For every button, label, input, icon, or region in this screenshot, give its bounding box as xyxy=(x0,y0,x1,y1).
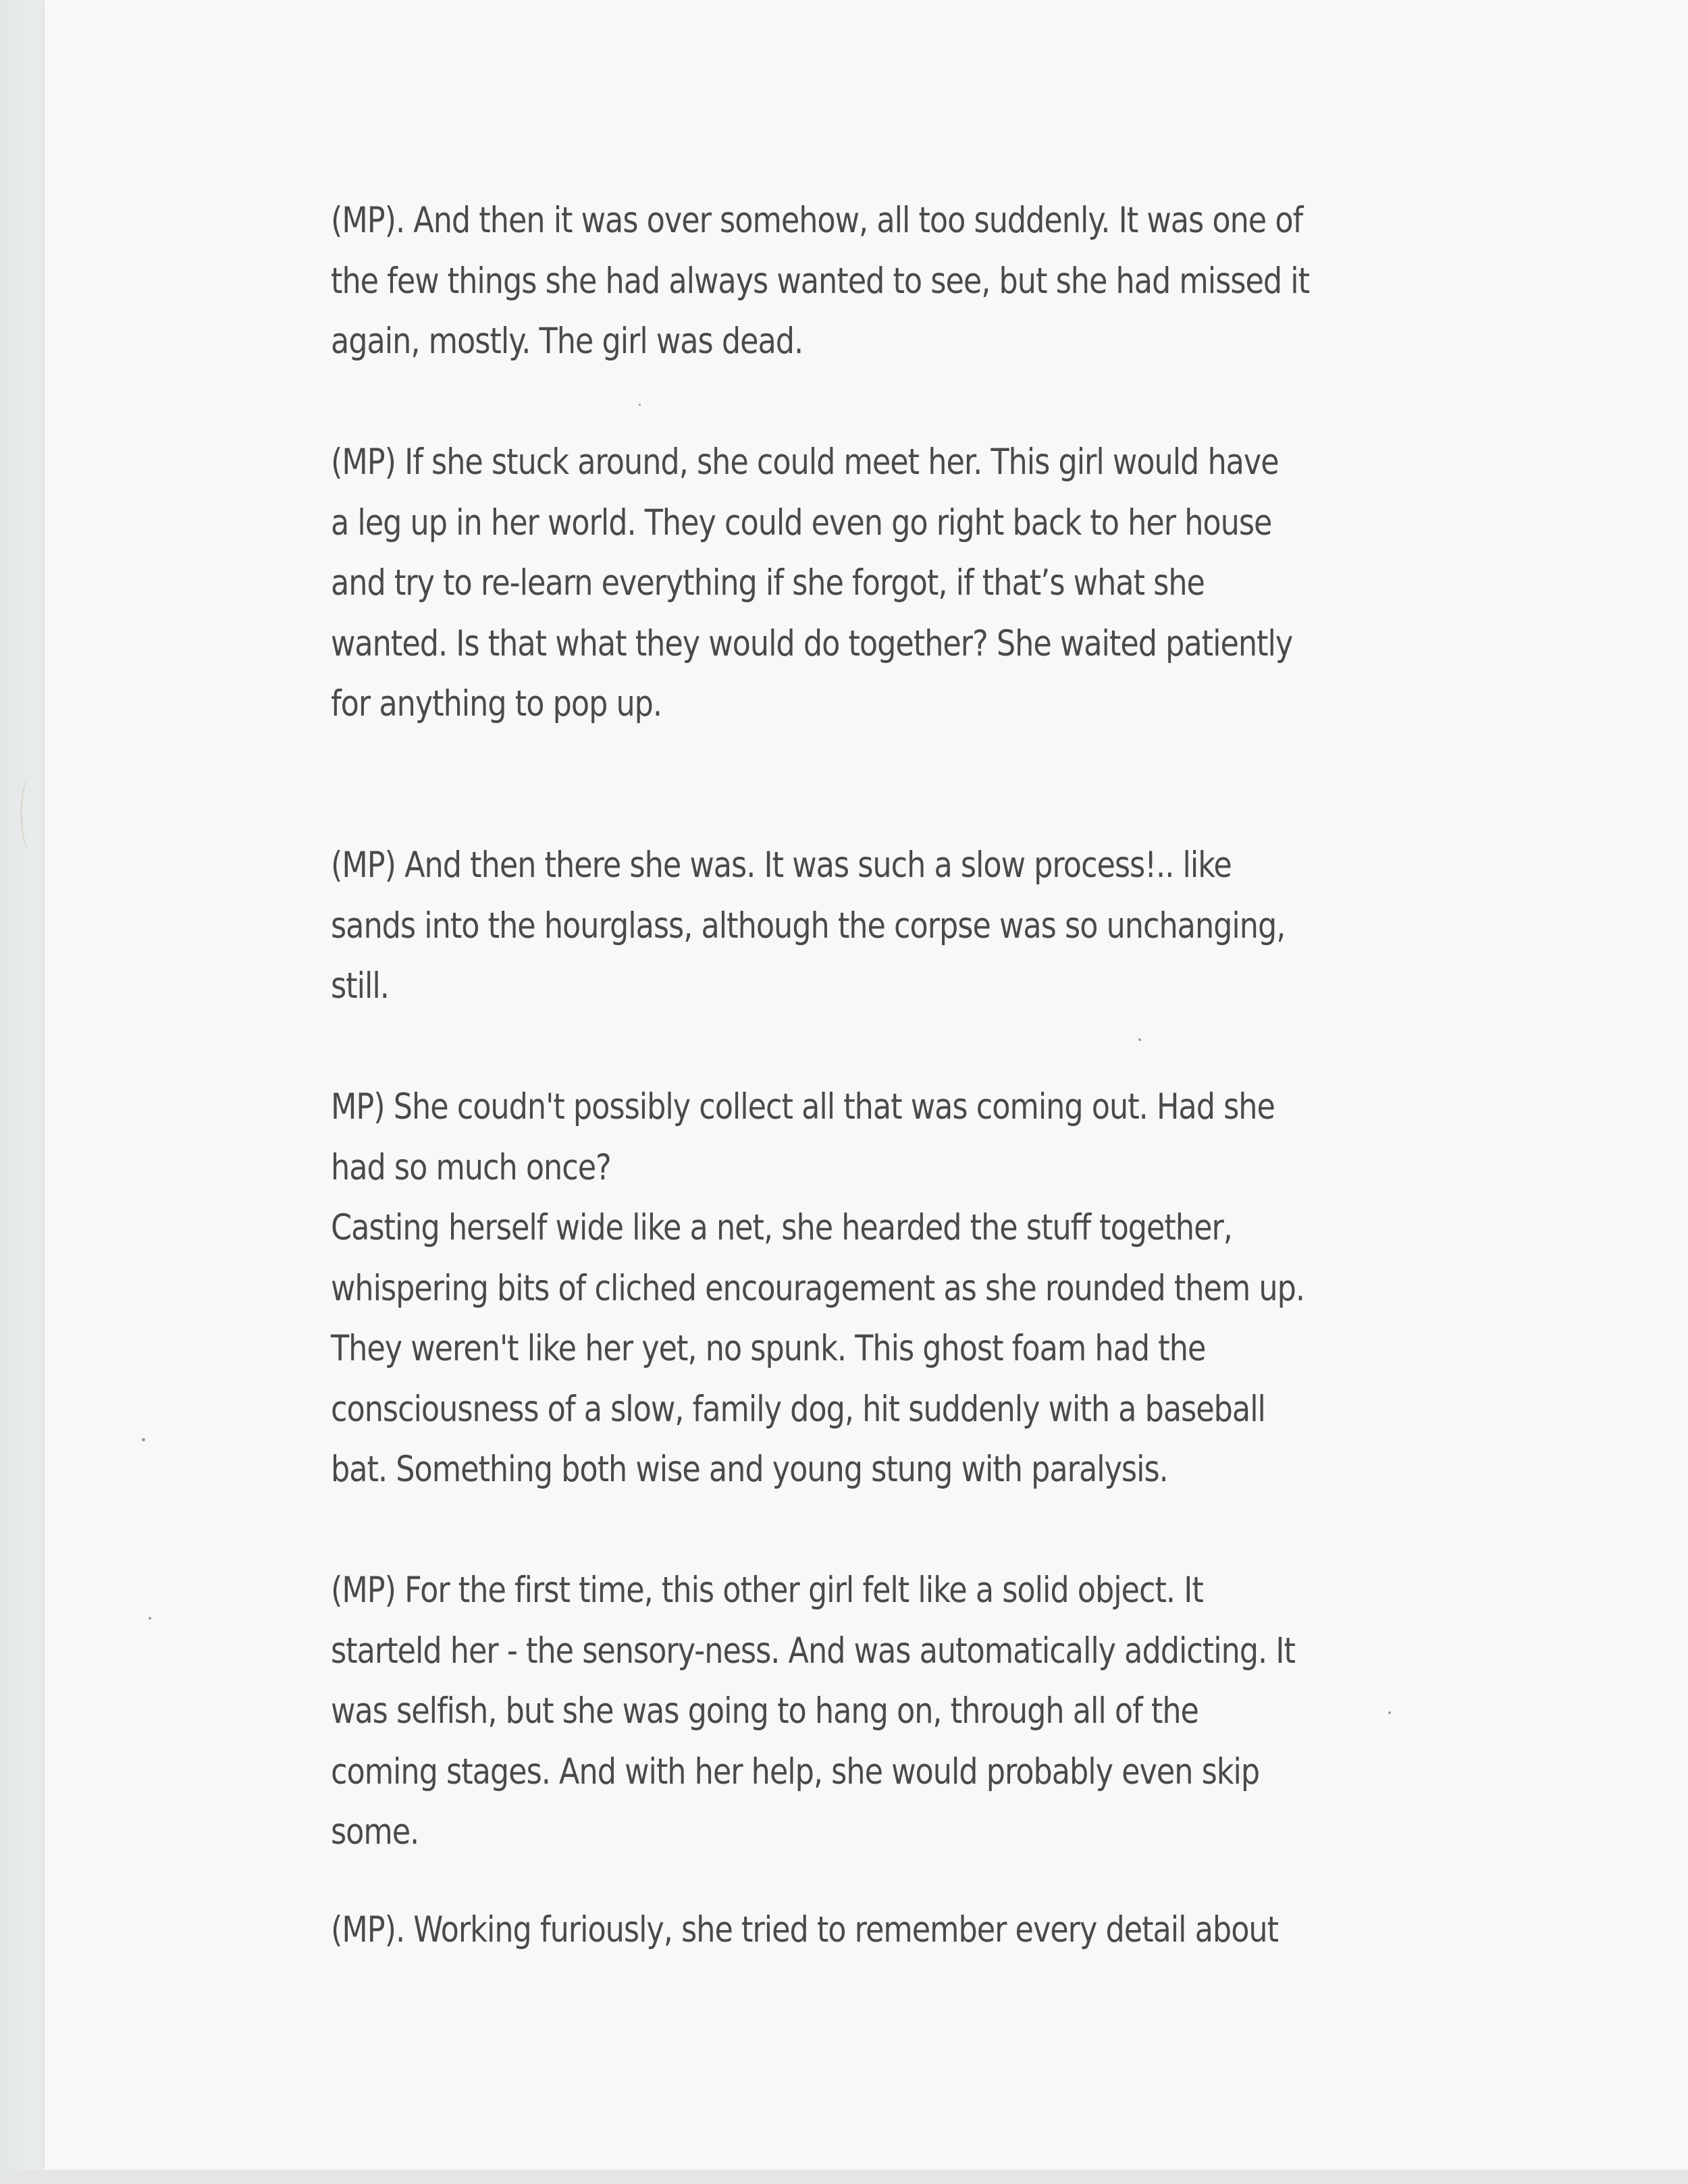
paragraph-5: (MP) For the first time, this other girl felt like a solid object. It starteld her - the sensory-ness. And was automatically addicting. It was selfish, but she was going to hang on, through all of the coming stages. And with her help, she would probably even skip some. xyxy=(331,1570,1295,1853)
paper-speck xyxy=(149,1617,151,1620)
paragraph-2: (MP) If she stuck around, she could meet her. This girl would have a leg up in her world. They could even go right back to her house and try to re-learn everything if she forgot, if that’s what she wanted. Is that what they would do together? She waited patiently for anything to pop up. xyxy=(331,442,1293,724)
document-page xyxy=(45,0,1688,2171)
paragraph-3: (MP) And then there she was. It was such a slow process!.. like sands into the hourglass, although the corpse was so unchanging, still. xyxy=(331,845,1286,1007)
paper-speck xyxy=(142,1438,145,1441)
paper-speck xyxy=(1138,1038,1141,1041)
paragraph-6: (MP). Working furiously, she tried to remember every detail about xyxy=(331,1909,1279,1950)
paper-speck xyxy=(639,404,641,406)
paragraph-4: MP) She coudn't possibly collect all that was coming out. Had she had so much once? Casting herself wide like a net, she hearded the stuff together, whispering bits of cliched encouragement as she rounded them up. They weren't like her yet, no spunk. This ghost foam had the consciousness of a slow, family dog, hit suddenly with a baseball bat. Something both wise and young stung with paralysis. xyxy=(331,1086,1305,1490)
scan-left-margin xyxy=(0,0,45,2184)
paragraph-1: (MP). And then it was over somehow, all too suddenly. It was one of the few things she had always wanted to see, but she had missed it again, mostly. The girl was dead. xyxy=(331,200,1310,362)
scan-bottom-margin xyxy=(0,2170,1688,2184)
paper-stain xyxy=(20,776,41,851)
